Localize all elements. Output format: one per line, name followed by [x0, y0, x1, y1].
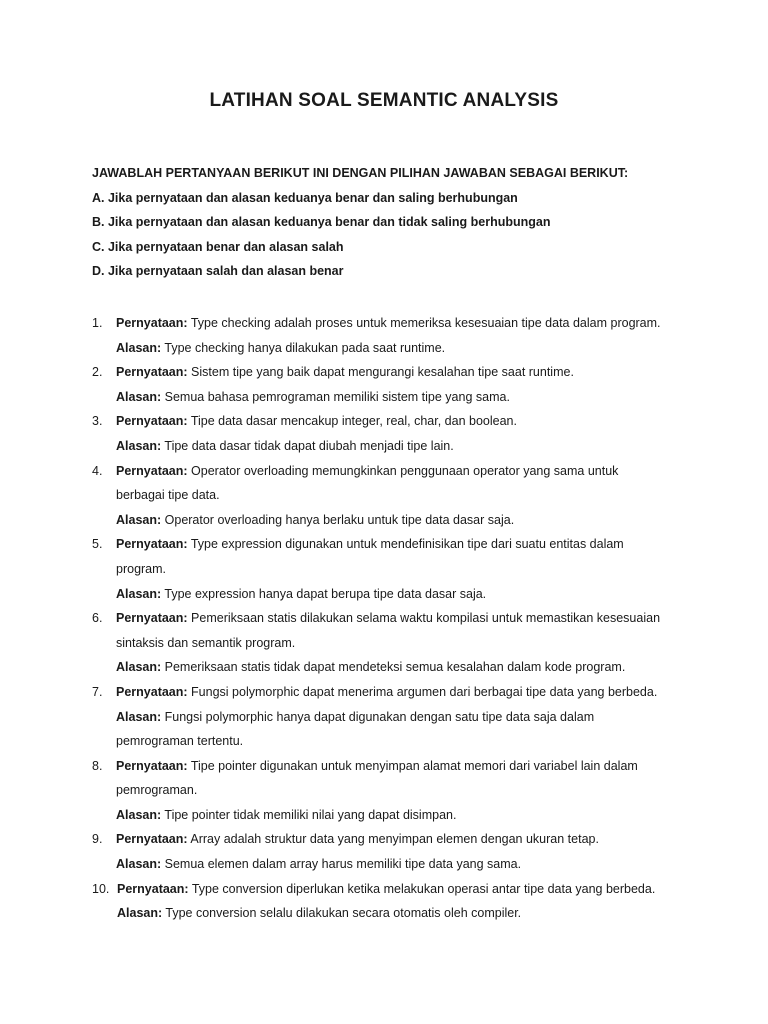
reason-continuation: pemrograman tertentu. [116, 734, 244, 749]
statement-row [116, 360, 692, 385]
reason-label: Alasan: [116, 389, 162, 404]
statement-text: Type expression digunakan untuk mendefinisikan tipe dari suatu entitas dalam [190, 537, 624, 552]
question-item [92, 409, 692, 458]
reason-text: Operator overloading hanya berlaku untuk tipe data dasar saja. [164, 512, 515, 527]
reason-label: Alasan: [116, 512, 162, 527]
statement-label: Pernyataan: [116, 414, 188, 429]
statement-text: Sistem tipe yang baik dapat mengurangi kesalahan tipe saat runtime. [191, 365, 574, 380]
question-item [92, 532, 692, 606]
document-title: LATIHAN SOAL SEMANTIC ANALYSIS [209, 90, 559, 111]
statement-row [116, 754, 692, 779]
question-item [92, 459, 692, 533]
question-number: 4. [92, 463, 103, 478]
reason-row [116, 508, 692, 533]
statement-label: Pernyataan: [116, 832, 188, 847]
option-c: C. Jika pernyataan benar dan alasan salah [92, 239, 344, 254]
statement-row [116, 311, 692, 336]
statement-label: Pernyataan: [116, 684, 188, 699]
statement-label: Pernyataan: [116, 463, 188, 478]
statement-continuation: sintaksis dan semantik program. [116, 635, 296, 650]
reason-text: Semua bahasa pemrograman memiliki sistem tipe yang sama. [164, 389, 510, 404]
question-item [92, 754, 692, 828]
statement-row [116, 532, 692, 557]
question-number: 3. [92, 414, 103, 429]
statement-text: Pemeriksaan statis dilakukan selama waktu kompilasi untuk memastikan kesesuaian [191, 611, 661, 626]
statement-row [116, 680, 692, 705]
question-list [92, 311, 692, 926]
reason-label: Alasan: [116, 340, 162, 355]
reason-text: Type checking hanya dilakukan pada saat runtime. [164, 340, 446, 355]
question-number: 1. [92, 316, 103, 330]
reason-label: Alasan: [116, 438, 162, 453]
reason-row [116, 705, 692, 730]
reason-row [116, 336, 692, 361]
reason-text: Semua elemen dalam array harus memiliki tipe data yang sama. [164, 857, 522, 872]
question-number: 5. [92, 537, 103, 552]
question-number: 6. [92, 611, 103, 626]
question-item [92, 311, 692, 360]
reason-text: Fungsi polymorphic hanya dapat digunakan dengan satu tipe data saja dalam [164, 709, 595, 724]
reason-label: Alasan: [117, 906, 163, 921]
reason-label: Alasan: [116, 586, 162, 601]
reason-row [116, 582, 692, 607]
option-a: A. Jika pernyataan dan alasan keduanya benar dan saling berhubungan [92, 190, 518, 205]
option-b: B. Jika pernyataan dan alasan keduanya benar dan tidak saling berhubungan [92, 215, 551, 229]
statement-label: Pernyataan: [117, 881, 189, 896]
statement-label: Pernyataan: [116, 611, 188, 626]
reason-row [116, 434, 692, 459]
question-item [92, 606, 692, 680]
statement-row [116, 827, 692, 852]
question-item [92, 827, 692, 876]
reason-text: Tipe data dasar tidak dapat diubah menjadi tipe lain. [164, 438, 454, 453]
statement-row [117, 877, 692, 902]
reason-row [116, 852, 692, 877]
reason-label: Alasan: [116, 660, 162, 675]
instructions-heading: JAWABLAH PERTANYAAN BERIKUT INI DENGAN PILIHAN JAWABAN SEBAGAI BERIKUT: [92, 166, 629, 180]
reason-text: Type expression hanya dapat berupa tipe data dasar saja. [164, 586, 487, 601]
statement-row [116, 606, 692, 631]
statement-row [116, 409, 692, 434]
statement-text: Array adalah struktur data yang menyimpan elemen dengan ukuran tetap. [190, 832, 599, 847]
statement-row [116, 459, 692, 484]
statement-text: Type conversion diperlukan ketika melakukan operasi antar tipe data yang berbeda. [191, 881, 656, 896]
question-number: 7. [92, 684, 103, 699]
question-number: 9. [92, 832, 103, 847]
question-item [92, 680, 692, 754]
option-d: D. Jika pernyataan salah dan alasan benar [92, 264, 344, 278]
question-number: 10. [92, 881, 110, 896]
reason-text: Type conversion selalu dilakukan secara otomatis oleh compiler. [165, 906, 522, 921]
question-number: 2. [92, 365, 103, 380]
reason-label: Alasan: [116, 857, 162, 872]
reason-row [116, 655, 692, 680]
reason-text: Tipe pointer tidak memiliki nilai yang dapat disimpan. [164, 807, 457, 822]
statement-text: Fungsi polymorphic dapat menerima argumen dari berbagai tipe data yang berbeda. [191, 684, 658, 699]
reason-label: Alasan: [116, 807, 162, 822]
reason-row [117, 901, 692, 926]
statement-continuation: pemrograman. [116, 783, 198, 798]
statement-continuation: program. [116, 561, 167, 576]
reason-row [116, 803, 692, 828]
statement-label: Pernyataan: [116, 365, 188, 380]
reason-text: Pemeriksaan statis tidak dapat mendeteksi semua kesalahan dalam kode program. [164, 660, 626, 675]
reason-row [116, 385, 692, 410]
instructions-block [92, 164, 692, 287]
reason-label: Alasan: [116, 709, 162, 724]
statement-label: Pernyataan: [116, 316, 188, 330]
statement-text: Operator overloading memungkinkan penggunaan operator yang sama untuk [191, 463, 619, 478]
statement-continuation: berbagai tipe data. [116, 488, 220, 503]
question-item [92, 360, 692, 409]
statement-label: Pernyataan: [116, 537, 188, 552]
statement-label: Pernyataan: [116, 758, 188, 773]
statement-text: Type checking adalah proses untuk memeriksa kesesuaian tipe data dalam program. [190, 316, 661, 330]
statement-text: Tipe data dasar mencakup integer, real, char, dan boolean. [190, 414, 517, 429]
question-number: 8. [92, 758, 103, 773]
statement-text: Tipe pointer digunakan untuk menyimpan alamat memori dari variabel lain dalam [190, 758, 638, 773]
question-item [92, 877, 692, 926]
